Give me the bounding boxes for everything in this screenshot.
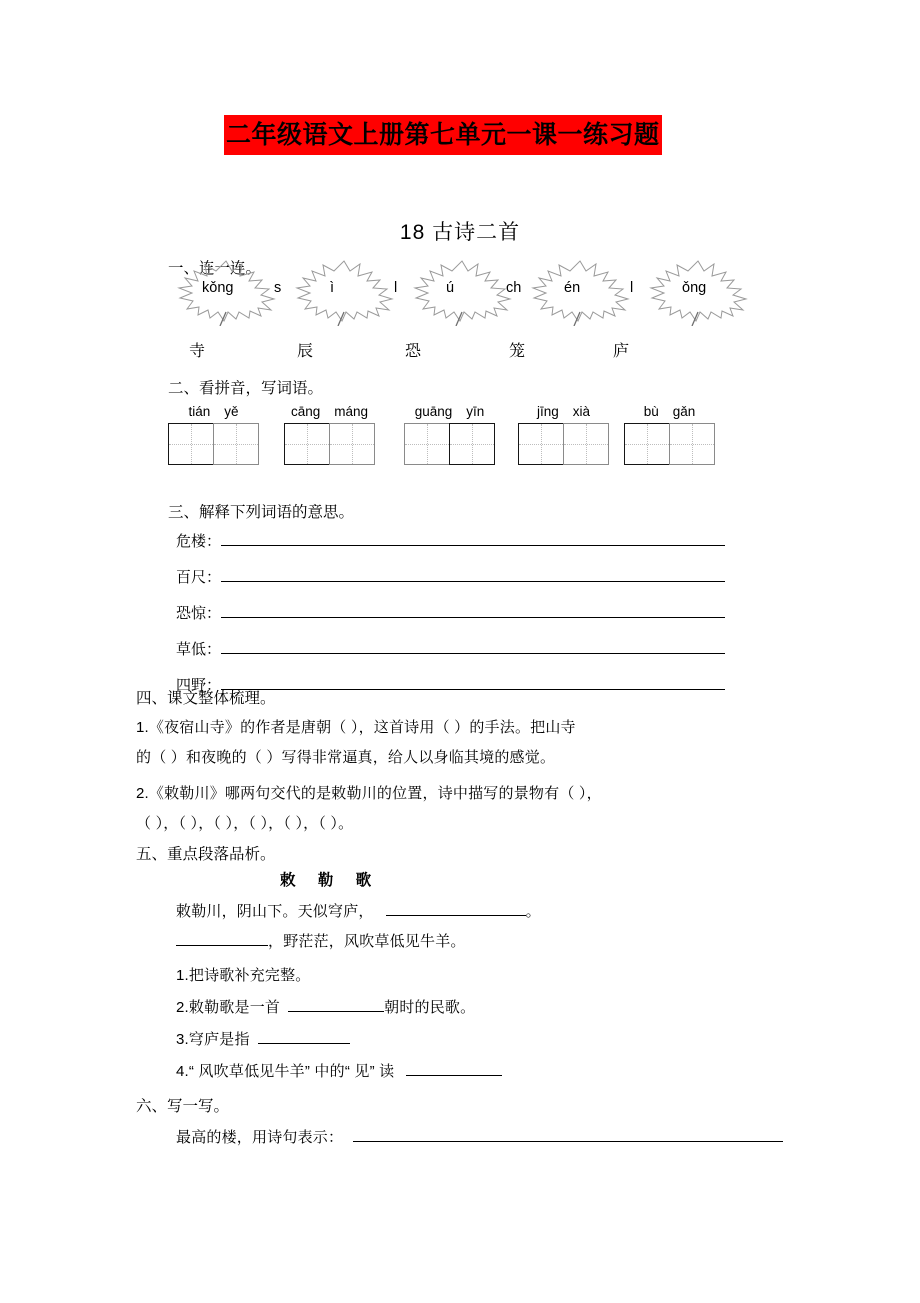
lesson-title: 18 古诗二首 [399, 221, 521, 244]
explain-answer-line-3[interactable] [221, 603, 725, 618]
pinyin-syllable: bù [643, 404, 659, 419]
section5-question-3-blank[interactable] [258, 1030, 350, 1044]
poem-blank-1[interactable] [386, 902, 526, 916]
leaf-item-5 [630, 258, 758, 326]
match-character-1[interactable]: 寺 [188, 343, 205, 360]
explain-answer-line-5[interactable] [221, 675, 725, 690]
section5-question-2-blank[interactable] [288, 998, 384, 1012]
tianzige-cell[interactable] [284, 423, 330, 465]
poem-blank-2[interactable] [176, 932, 268, 946]
leaf-rime-2: ì [330, 280, 335, 296]
section2-heading: 二、看拼音，写词语。 [168, 380, 324, 397]
leaf-item-1 [166, 258, 286, 326]
explain-word-1: 危楼： [176, 533, 222, 550]
section5-question-4-before: 4.“ 风吹草低见牛羊” 中的“ 见” 读 [176, 1063, 395, 1080]
pinyin-group-5 [624, 404, 715, 465]
tianzige-cell[interactable] [168, 423, 214, 465]
section1-character-row [150, 338, 770, 364]
banner-title-text: 二年级语文上册第七单元一课一练习题 [226, 120, 660, 149]
section6-prompt-text: 最高的楼，用诗句表示： [176, 1129, 344, 1146]
explain-word-4: 草低： [176, 641, 222, 658]
explain-row-3 [176, 602, 725, 623]
poem-line-1-end: 。 [525, 903, 541, 920]
explain-row-1 [176, 530, 725, 551]
maple-leaf-icon [284, 258, 404, 326]
section4-q1-line2: 的（ ）和夜晚的（ ）写得非常逼真，给人以身临其境的感觉。 [136, 749, 556, 766]
leaf-rime-3: ú [446, 280, 455, 296]
section5-question-2-before: 2.敕勒歌是一首 [176, 999, 281, 1016]
leaf-rime-5: ǒng [682, 280, 707, 296]
section5-question-4-blank[interactable] [406, 1062, 502, 1076]
tianzige-cell[interactable] [518, 423, 564, 465]
section4-q2-line1: 2.《敕勒川》哪两句交代的是敕勒川的位置，诗中描写的景物有（ ）， [136, 785, 602, 802]
pinyin-group-4 [518, 404, 609, 465]
section4-q1-line1: 1.《夜宿山寺》的作者是唐朝（ ），这首诗用（ ）的手法。把山寺 [136, 719, 576, 736]
section6-answer-line[interactable] [353, 1128, 783, 1142]
pinyin-syllable: jīng [536, 404, 559, 419]
tianzige-pair-2[interactable] [284, 423, 375, 465]
leaf-item-3 [394, 258, 522, 326]
leaf-item-2 [274, 258, 404, 326]
pinyin-syllable: cāng [290, 404, 321, 419]
match-character-3[interactable]: 恐 [404, 343, 421, 360]
match-character-5[interactable]: 庐 [612, 343, 629, 360]
leaf-rime-4: én [564, 280, 581, 296]
leaf-rime-1: kǒng [202, 280, 234, 296]
pinyin-labels-5 [624, 404, 715, 419]
pinyin-group-1 [168, 404, 259, 465]
tianzige-cell[interactable] [563, 423, 609, 465]
pinyin-syllable: máng [334, 404, 369, 419]
explain-answer-line-1[interactable] [221, 531, 725, 546]
tianzige-cell[interactable] [449, 423, 495, 465]
poem-line-2-text: ，野茫茫，风吹草低见牛羊。 [268, 933, 466, 950]
pinyin-group-3 [404, 404, 495, 465]
pinyin-labels-1 [168, 404, 259, 419]
explain-word-5: 四野： [176, 677, 222, 694]
explain-word-2: 百尺： [176, 569, 222, 586]
section5-question-3-before: 3.穹庐是指 [176, 1031, 250, 1048]
pinyin-labels-3 [404, 404, 495, 419]
pinyin-syllable: xià [572, 404, 591, 419]
poem-line-1 [176, 900, 541, 921]
explain-row-4 [176, 638, 725, 659]
tianzige-pair-3[interactable] [404, 423, 495, 465]
tianzige-cell[interactable] [329, 423, 375, 465]
explain-word-3: 恐惊： [176, 605, 222, 622]
explain-answer-line-2[interactable] [221, 567, 725, 582]
section5-question-2-after: 朝时的民歌。 [384, 999, 476, 1016]
tianzige-cell[interactable] [669, 423, 715, 465]
explain-row-2 [176, 566, 725, 587]
leaf-initial-3: l [394, 280, 398, 296]
explain-answer-line-4[interactable] [221, 639, 725, 654]
section5-question-4 [176, 1060, 502, 1081]
pinyin-syllable: yīn [466, 404, 485, 419]
match-character-4[interactable]: 笼 [508, 343, 525, 360]
section4-heading: 四、课文整体梳理。 [136, 690, 276, 707]
match-character-2[interactable]: 辰 [296, 343, 313, 360]
section6-prompt [176, 1126, 783, 1147]
section5-question-1: 1.把诗歌补充完整。 [176, 967, 311, 984]
section4-q2-line2: （ ），（ ），（ ），（ ），（ ），（ ）。 [136, 815, 354, 832]
tianzige-cell[interactable] [624, 423, 670, 465]
maple-leaf-icon [402, 258, 522, 326]
banner-title-block [224, 115, 662, 155]
leaf-initial-4: ch [506, 280, 522, 296]
leaf-initial-5: l [630, 280, 634, 296]
pinyin-syllable: guāng [414, 404, 453, 419]
leaf-item-4 [506, 258, 640, 326]
tianzige-pair-1[interactable] [168, 423, 259, 465]
section3-heading: 三、解释下列词语的意思。 [168, 504, 355, 521]
section6-heading: 六、写一写。 [136, 1098, 230, 1115]
poem-line-1-text: 敕勒川，阴山下。天似穹庐， [176, 903, 374, 920]
leaf-initial-2: s [274, 280, 282, 296]
section1-heading: 一、连一连。 [168, 260, 262, 277]
pinyin-labels-2 [284, 404, 375, 419]
pinyin-group-2 [284, 404, 375, 465]
poem-title: 敕 勒 歌 [280, 872, 381, 889]
poem-line-2 [176, 930, 466, 951]
section1-leaf-row [150, 258, 770, 326]
pinyin-labels-4 [518, 404, 609, 419]
section5-question-2 [176, 996, 475, 1017]
pinyin-syllable: tián [188, 404, 211, 419]
tianzige-pair-5[interactable] [624, 423, 715, 465]
pinyin-syllable: gǎn [672, 404, 696, 419]
pinyin-syllable: yě [224, 404, 239, 419]
tianzige-cell[interactable] [213, 423, 259, 465]
section5-heading: 五、重点段落品析。 [136, 846, 276, 863]
tianzige-cell[interactable] [404, 423, 450, 465]
section5-question-3 [176, 1028, 350, 1049]
tianzige-pair-4[interactable] [518, 423, 609, 465]
